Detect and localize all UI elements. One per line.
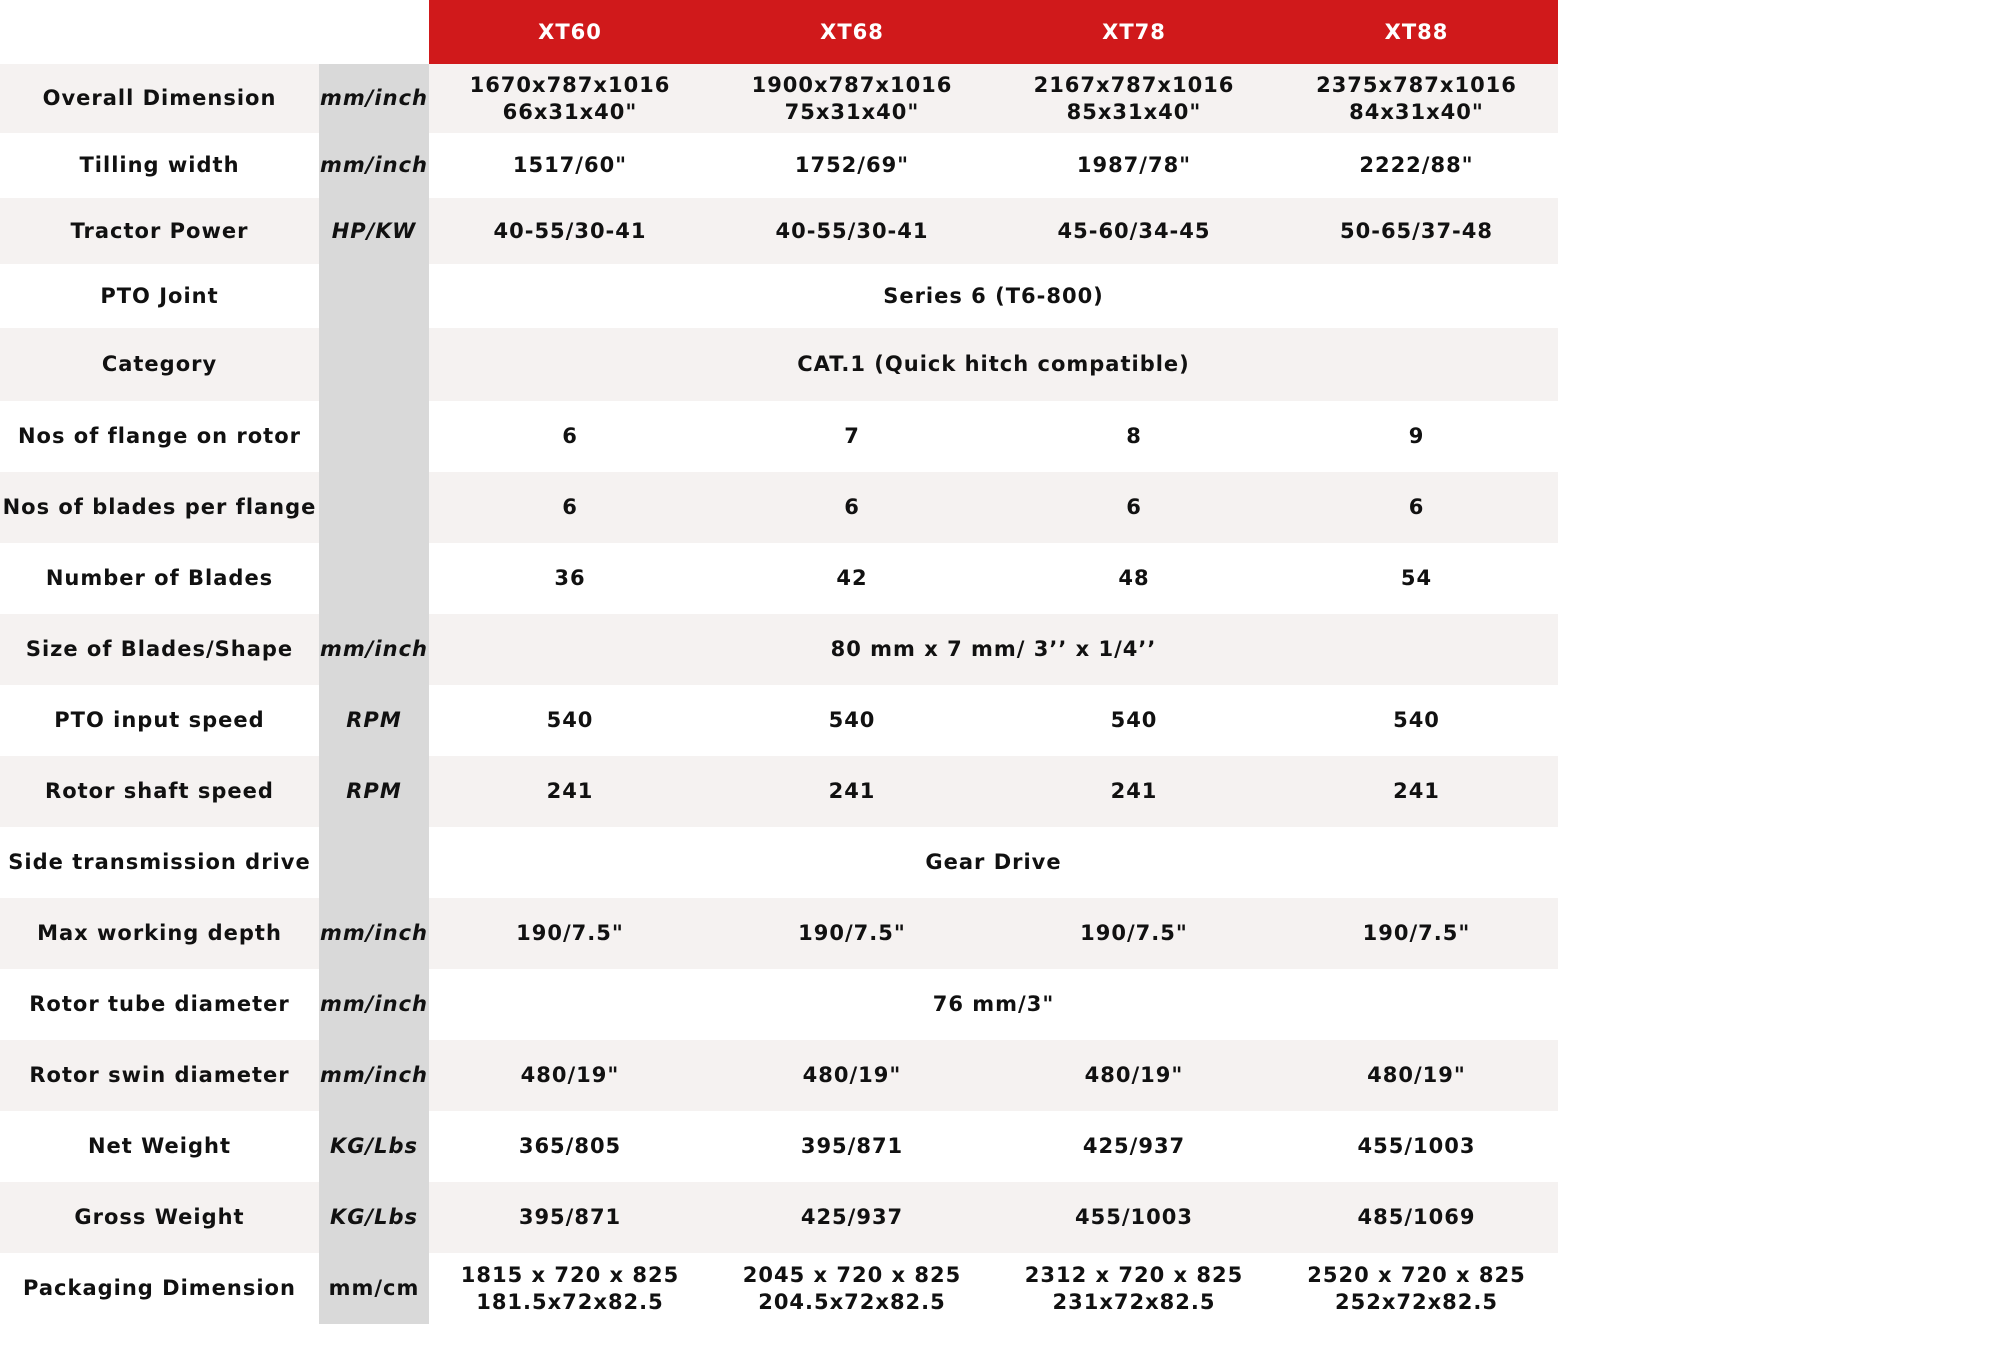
row-unit: mm/inch: [319, 1040, 429, 1111]
row-value-xt68: 6: [711, 472, 993, 543]
row-label: Category: [0, 328, 319, 401]
row-value-xt68: 425/937: [711, 1182, 993, 1253]
row-value-xt68: 7: [711, 401, 993, 472]
model-header-xt88: XT88: [1275, 0, 1558, 64]
row-unit: mm/inch: [319, 64, 429, 133]
row-value-xt88: 6: [1275, 472, 1558, 543]
row-shared-value: 80 mm x 7 mm/ 3’’ x 1/4’’: [429, 614, 1558, 685]
header-blank-unit: [319, 0, 429, 64]
row-value-xt88: 241: [1275, 756, 1558, 827]
row-label: Tractor Power: [0, 198, 319, 264]
row-value-xt68: 395/871: [711, 1111, 993, 1182]
row-label: Tilling width: [0, 133, 319, 198]
row-value-xt60: 395/871: [429, 1182, 711, 1253]
row-value-xt88: 190/7.5": [1275, 898, 1558, 969]
row-value-xt60: 1517/60": [429, 133, 711, 198]
row-value-xt78: 2312 x 720 x 825 231x72x82.5: [993, 1253, 1275, 1324]
row-value-xt60: 36: [429, 543, 711, 614]
row-value-xt88: 2520 x 720 x 825 252x72x82.5: [1275, 1253, 1558, 1324]
row-unit: KG/Lbs: [319, 1111, 429, 1182]
row-value-xt68: 40-55/30-41: [711, 198, 993, 264]
row-unit: mm/cm: [319, 1253, 429, 1324]
row-value-xt78: 6: [993, 472, 1275, 543]
row-value-xt88: 9: [1275, 401, 1558, 472]
row-shared-value: 76 mm/3": [429, 969, 1558, 1040]
row-label: Nos of flange on rotor: [0, 401, 319, 472]
row-value-xt88: 2375x787x1016 84x31x40": [1275, 64, 1558, 133]
row-value-xt68: 1752/69": [711, 133, 993, 198]
row-value-xt88: 2222/88": [1275, 133, 1558, 198]
row-label: Net Weight: [0, 1111, 319, 1182]
row-value-xt68: 190/7.5": [711, 898, 993, 969]
row-value-xt78: 45-60/34-45: [993, 198, 1275, 264]
row-value-xt60: 6: [429, 401, 711, 472]
row-unit: mm/inch: [319, 898, 429, 969]
row-value-xt60: 365/805: [429, 1111, 711, 1182]
row-unit: [319, 472, 429, 543]
row-unit: mm/inch: [319, 133, 429, 198]
row-label: Side transmission drive: [0, 827, 319, 898]
row-value-xt78: 48: [993, 543, 1275, 614]
header-blank-label: [0, 0, 319, 64]
row-value-xt78: 455/1003: [993, 1182, 1275, 1253]
row-label: Size of Blades/Shape: [0, 614, 319, 685]
row-value-xt60: 40-55/30-41: [429, 198, 711, 264]
row-value-xt78: 425/937: [993, 1111, 1275, 1182]
row-label: Max working depth: [0, 898, 319, 969]
row-value-xt68: 241: [711, 756, 993, 827]
model-header-xt68: XT68: [711, 0, 993, 64]
row-value-xt60: 1670x787x1016 66x31x40": [429, 64, 711, 133]
row-unit: mm/inch: [319, 614, 429, 685]
row-unit: mm/inch: [319, 969, 429, 1040]
row-value-xt88: 480/19": [1275, 1040, 1558, 1111]
row-label: Number of Blades: [0, 543, 319, 614]
row-label: PTO input speed: [0, 685, 319, 756]
row-value-xt88: 455/1003: [1275, 1111, 1558, 1182]
row-label: Rotor swin diameter: [0, 1040, 319, 1111]
row-value-xt68: 42: [711, 543, 993, 614]
row-value-xt88: 54: [1275, 543, 1558, 614]
row-label: Nos of blades per flange: [0, 472, 319, 543]
row-value-xt68: 480/19": [711, 1040, 993, 1111]
row-value-xt78: 8: [993, 401, 1275, 472]
row-unit: [319, 827, 429, 898]
row-value-xt60: 241: [429, 756, 711, 827]
row-unit: [319, 264, 429, 328]
row-value-xt68: 540: [711, 685, 993, 756]
row-label: Packaging Dimension: [0, 1253, 319, 1324]
row-value-xt68: 1900x787x1016 75x31x40": [711, 64, 993, 133]
row-value-xt78: 190/7.5": [993, 898, 1275, 969]
row-unit: [319, 543, 429, 614]
row-label: Gross Weight: [0, 1182, 319, 1253]
row-shared-value: Gear Drive: [429, 827, 1558, 898]
row-label: Overall Dimension: [0, 64, 319, 133]
row-unit: [319, 328, 429, 401]
row-value-xt60: 6: [429, 472, 711, 543]
row-label: Rotor shaft speed: [0, 756, 319, 827]
row-value-xt60: 190/7.5": [429, 898, 711, 969]
row-unit: HP/KW: [319, 198, 429, 264]
row-value-xt60: 540: [429, 685, 711, 756]
row-value-xt78: 480/19": [993, 1040, 1275, 1111]
row-value-xt60: 1815 x 720 x 825 181.5x72x82.5: [429, 1253, 711, 1324]
model-header-xt78: XT78: [993, 0, 1275, 64]
row-value-xt78: 1987/78": [993, 133, 1275, 198]
row-unit: RPM: [319, 685, 429, 756]
row-value-xt88: 485/1069: [1275, 1182, 1558, 1253]
row-value-xt88: 540: [1275, 685, 1558, 756]
row-shared-value: CAT.1 (Quick hitch compatible): [429, 328, 1558, 401]
model-header-xt60: XT60: [429, 0, 711, 64]
row-value-xt78: 540: [993, 685, 1275, 756]
row-value-xt60: 480/19": [429, 1040, 711, 1111]
row-value-xt68: 2045 x 720 x 825 204.5x72x82.5: [711, 1253, 993, 1324]
row-value-xt88: 50-65/37-48: [1275, 198, 1558, 264]
row-label: PTO Joint: [0, 264, 319, 328]
row-shared-value: Series 6 (T6-800): [429, 264, 1558, 328]
row-unit: KG/Lbs: [319, 1182, 429, 1253]
row-value-xt78: 241: [993, 756, 1275, 827]
row-unit: [319, 401, 429, 472]
row-value-xt78: 2167x787x1016 85x31x40": [993, 64, 1275, 133]
row-label: Rotor tube diameter: [0, 969, 319, 1040]
row-unit: RPM: [319, 756, 429, 827]
